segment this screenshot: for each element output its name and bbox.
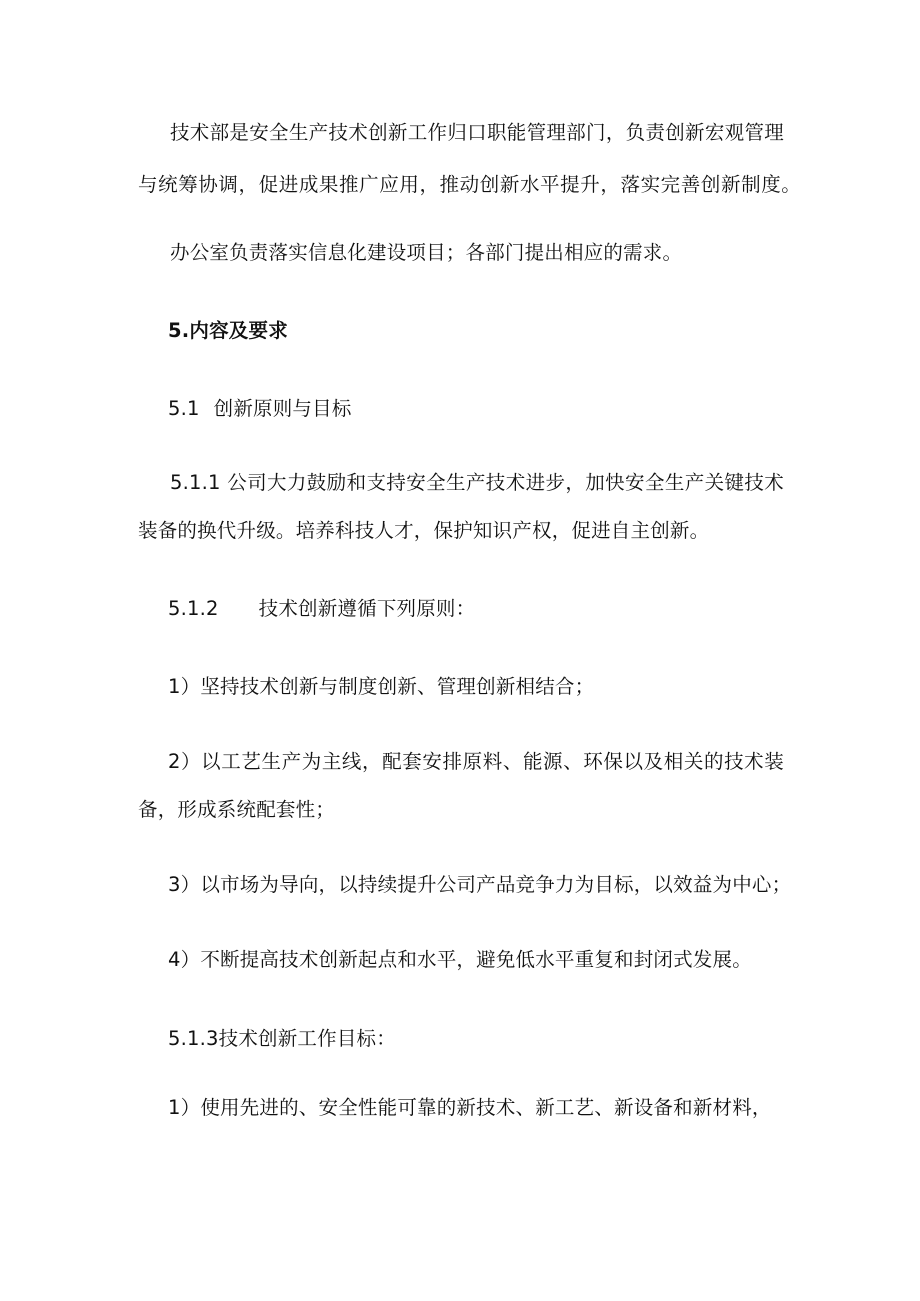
section-5-1-1-text: 公司大力鼓励和支持安全生产技术进步，加快安全生产关键技术: [227, 471, 784, 494]
principle-1-text: 坚持技术创新与制度创新、管理创新相结合；: [200, 675, 595, 698]
principle-2-marker: 2）: [168, 750, 202, 773]
section-5-1-2-number: 5.1.2: [168, 597, 219, 620]
principle-item-1: [168, 675, 833, 699]
section-5-1-heading: [168, 397, 833, 421]
principle-item-3: [168, 873, 833, 897]
section-5-heading: [168, 319, 833, 343]
principle-item-4: [168, 948, 833, 972]
principle-item-2-line-2: 备，形成系统配套性；: [138, 798, 336, 821]
paragraph-responsibility-line-1: 技术部是安全生产技术创新工作归口职能管理部门，负责创新宏观管理: [170, 121, 784, 144]
paragraph-responsibility-line-2: 与统筹协调，促进成果推广应用，推动创新水平提升，落实完善创新制度。: [138, 173, 801, 196]
section-5-1-1-number: 5.1.1: [170, 471, 221, 494]
section-5-1-2-title: 技术创新遵循下列原则：: [258, 597, 476, 620]
principle-3-marker: 3）: [168, 873, 201, 896]
section-5-1-title: 创新原则与目标: [213, 397, 352, 420]
principle-4-marker: 4）: [168, 948, 201, 971]
section-5-1-1-line-2: 装备的换代升级。培养科技人才，保护知识产权，促进自主创新。: [138, 519, 710, 542]
principle-4-text: 不断提高技术创新起点和水平，避免低水平重复和封闭式发展。: [200, 948, 752, 971]
principle-item-2-line-1: [168, 750, 784, 774]
goal-1-text: 使用先进的、安全性能可靠的新技术、新工艺、新设备和新材料，: [200, 1096, 772, 1119]
section-5-1-1-line-1: [170, 471, 784, 495]
goal-1-marker: 1）: [168, 1096, 201, 1119]
principle-3-text: 以市场为导向，以持续提升公司产品竞争力为目标，以效益为中心；: [200, 873, 792, 896]
section-5-title: 内容及要求: [189, 319, 288, 342]
section-5-1-number: 5.1: [168, 397, 200, 420]
principle-1-marker: 1）: [168, 675, 201, 698]
principle-2-text: 以工艺生产为主线，配套安排原料、能源、环保以及相关的技术装: [201, 750, 784, 773]
paragraph-office: 办公室负责落实信息化建设项目；各部门提出相应的需求。: [170, 241, 683, 264]
section-5-1-3-heading: [168, 1027, 833, 1051]
goal-item-1: [168, 1096, 833, 1120]
section-5-number: 5.: [168, 319, 190, 342]
section-5-1-3-title: 技术创新工作目标：: [218, 1027, 396, 1050]
section-5-1-3-number: 5.1.3: [168, 1027, 219, 1050]
section-5-1-2-heading: [168, 597, 833, 621]
